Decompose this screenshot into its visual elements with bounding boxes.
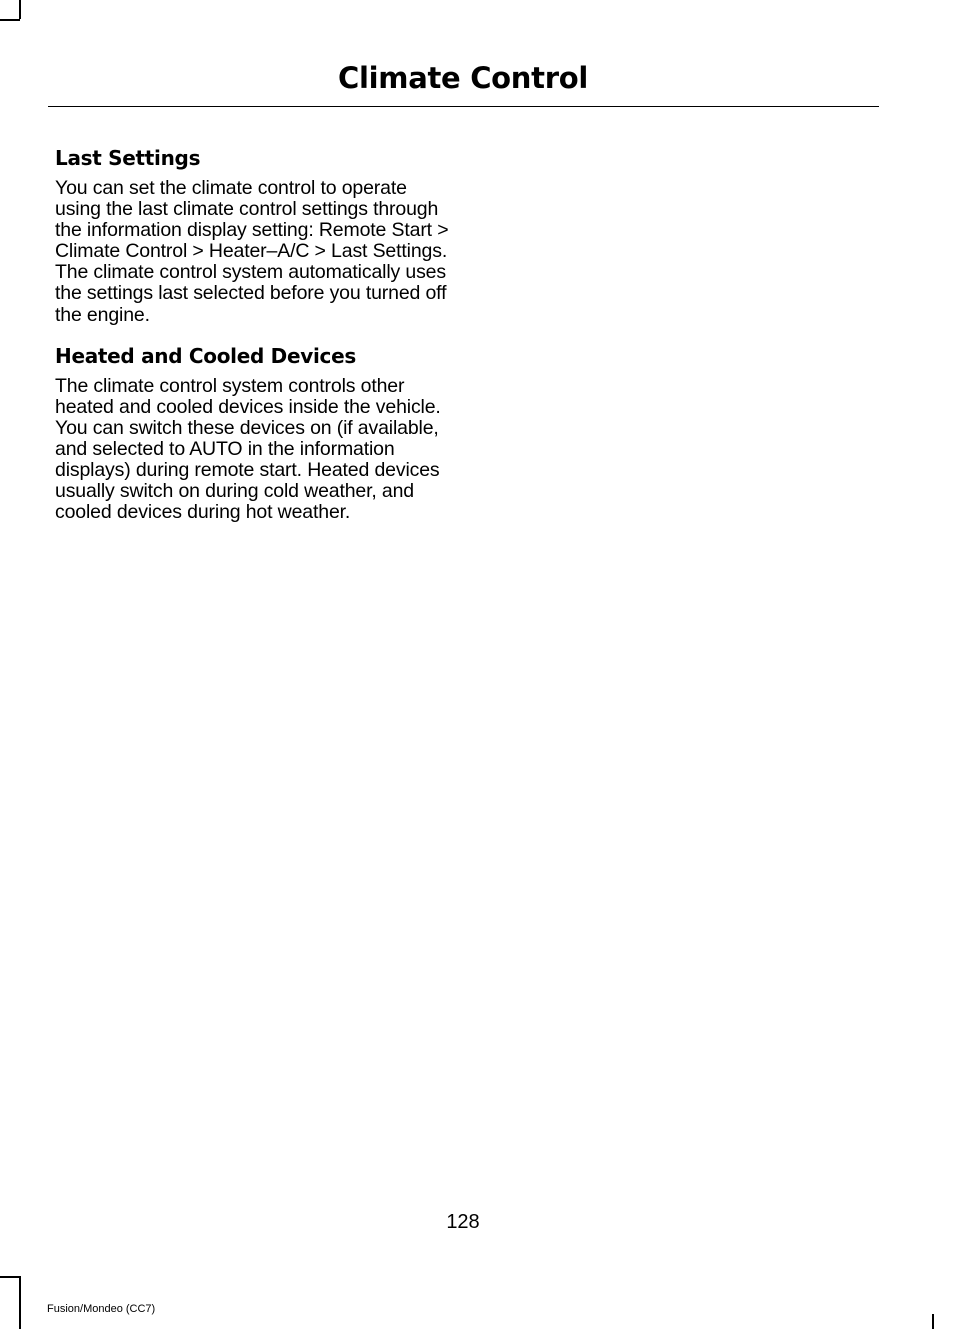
content-column	[55, 142, 455, 523]
crop-mark-bottom-left-vertical	[19, 1276, 21, 1329]
section-heading-heated-cooled-devices: Heated and Cooled Devices	[55, 343, 356, 368]
footer-model-label: Fusion/Mondeo (CC7)	[47, 1303, 156, 1315]
crop-mark-top-left-vertical	[19, 0, 21, 19]
section-body-last-settings: You can set the climate control to operate using the last climate control settings through the information display setting: Remote Start > Climate Control > Heater–A/C > Last Settings. The climate control system automatically uses the settings last selected before you turned off the engine.	[55, 177, 449, 326]
section-heading-last-settings: Last Settings	[55, 146, 201, 170]
crop-mark-bottom-right-vertical	[932, 1314, 934, 1329]
crop-mark-bottom-left-horizontal	[0, 1276, 20, 1278]
page-number: 128	[446, 1211, 480, 1233]
crop-mark-top-left-horizontal	[0, 19, 20, 21]
title-divider	[48, 106, 879, 107]
section-body-heated-cooled-devices: The climate control system controls other heated and cooled devices inside the vehicle. You can switch these devices on (if available, and selected to AUTO in the information displays) during remote start. Heated devices usually switch on during cold weather, and cooled devices during hot weather.	[55, 374, 441, 524]
page-title: Climate Control	[338, 61, 588, 95]
